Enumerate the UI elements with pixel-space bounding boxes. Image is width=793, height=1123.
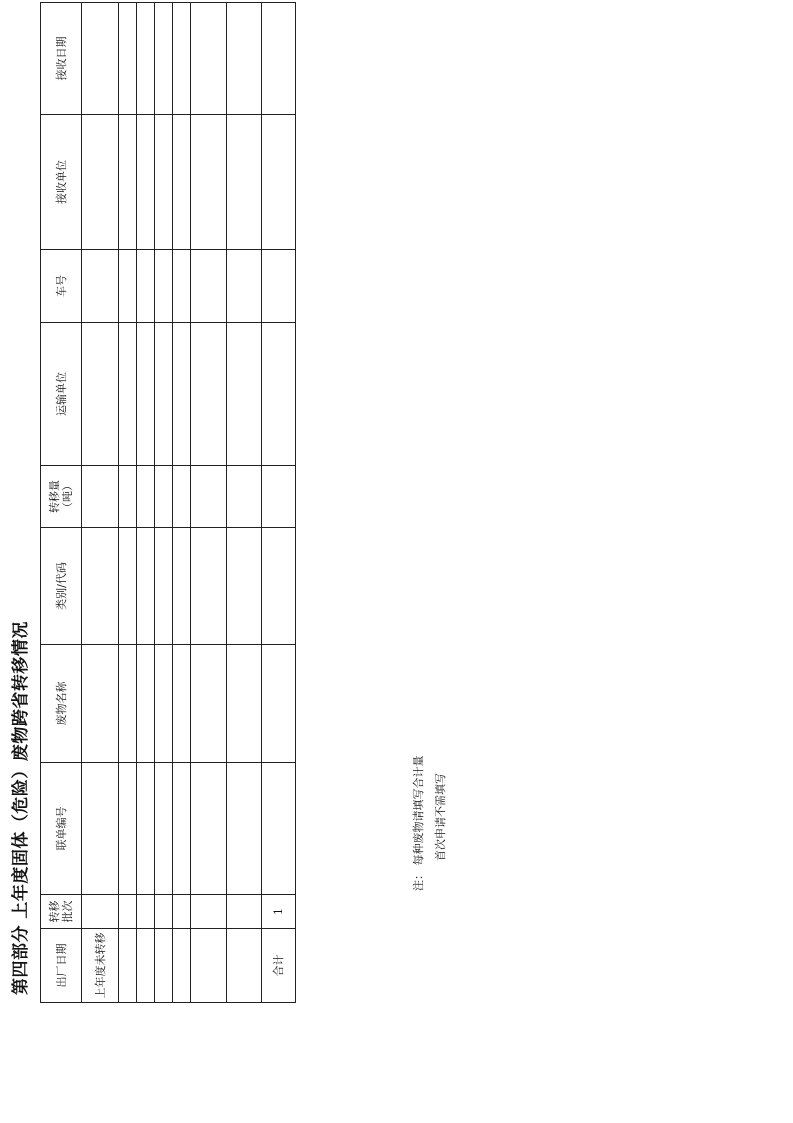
table-cell[interactable]: [191, 929, 227, 1003]
table-cell[interactable]: [119, 250, 137, 323]
header-manifest-no: 联单编号: [41, 763, 82, 895]
table-cell[interactable]: [155, 115, 173, 250]
table-cell[interactable]: [173, 466, 191, 528]
header-category-code: 类别/代码: [41, 528, 82, 645]
table-cell[interactable]: [119, 466, 137, 528]
note-line-2: 首次申请不需填写: [434, 773, 447, 861]
table-cell[interactable]: [82, 466, 119, 528]
table-cell[interactable]: [227, 323, 262, 466]
table-cell[interactable]: [137, 466, 155, 528]
table-cell[interactable]: [119, 763, 137, 895]
table-row: [155, 3, 173, 1003]
table-cell[interactable]: [173, 3, 191, 115]
table-cell[interactable]: [173, 763, 191, 895]
table-cell[interactable]: [82, 895, 119, 929]
table-cell[interactable]: [137, 895, 155, 929]
table-cell[interactable]: [227, 763, 262, 895]
header-receiver: 接收单位: [41, 115, 82, 250]
table-cell[interactable]: [82, 3, 119, 115]
total-batch-cell[interactable]: 1: [262, 895, 296, 929]
note-line-1: 注： 每种废物请填写合计量: [412, 755, 425, 891]
table-cell[interactable]: [191, 763, 227, 895]
table-cell[interactable]: [262, 763, 296, 895]
table-cell[interactable]: [119, 528, 137, 645]
table-cell[interactable]: [262, 323, 296, 466]
table-cell[interactable]: [119, 645, 137, 763]
table-cell[interactable]: [173, 250, 191, 323]
total-label-cell: 合计: [262, 929, 296, 1003]
table-cell[interactable]: [137, 323, 155, 466]
table-cell[interactable]: [155, 3, 173, 115]
table-cell[interactable]: [173, 323, 191, 466]
table-cell[interactable]: [173, 645, 191, 763]
header-ship-date: 出厂日期: [41, 929, 82, 1003]
table-cell[interactable]: [191, 895, 227, 929]
table-cell[interactable]: 上年度未转移: [82, 929, 119, 1003]
table-cell[interactable]: [191, 3, 227, 115]
table-cell[interactable]: [137, 115, 155, 250]
table-cell[interactable]: [119, 115, 137, 250]
table-cell[interactable]: [173, 929, 191, 1003]
table-cell[interactable]: [137, 528, 155, 645]
header-row: [41, 3, 82, 1003]
table-cell[interactable]: [119, 323, 137, 466]
table-cell[interactable]: [119, 3, 137, 115]
table-row: [82, 3, 119, 1003]
footnote: [408, 491, 452, 891]
table-cell[interactable]: [155, 528, 173, 645]
table-cell[interactable]: [155, 645, 173, 763]
table-cell[interactable]: [155, 250, 173, 323]
table-cell[interactable]: [262, 466, 296, 528]
table-cell[interactable]: [191, 323, 227, 466]
header-transporter: 运输单位: [41, 323, 82, 466]
header-batch: 转移 批次: [41, 895, 82, 929]
header-vehicle-no: 车号: [41, 250, 82, 323]
table-cell[interactable]: [155, 929, 173, 1003]
table-cell[interactable]: [155, 895, 173, 929]
table-cell[interactable]: [155, 763, 173, 895]
table-cell[interactable]: [227, 645, 262, 763]
table-cell[interactable]: [173, 895, 191, 929]
header-receive-date: 接收日期: [41, 3, 82, 115]
table-cell[interactable]: [227, 250, 262, 323]
header-quantity: 转移量 （吨）: [41, 466, 82, 528]
table-cell[interactable]: [119, 895, 137, 929]
table-row: [191, 3, 227, 1003]
table-cell[interactable]: [227, 895, 262, 929]
table-cell[interactable]: [137, 250, 155, 323]
table-cell[interactable]: [137, 645, 155, 763]
table-row: [173, 3, 191, 1003]
table-cell[interactable]: [82, 250, 119, 323]
table-cell[interactable]: [155, 466, 173, 528]
table-cell[interactable]: [227, 528, 262, 645]
table-cell[interactable]: [82, 323, 119, 466]
table-cell[interactable]: [191, 528, 227, 645]
table-cell[interactable]: [137, 929, 155, 1003]
table-cell[interactable]: [227, 466, 262, 528]
table-cell[interactable]: [262, 645, 296, 763]
table-cell[interactable]: [262, 115, 296, 250]
page-title: 第四部分 上年度固体（危险）废物跨省转移情况: [11, 621, 31, 995]
table-cell[interactable]: [191, 250, 227, 323]
table-cell[interactable]: [191, 466, 227, 528]
table-cell[interactable]: [262, 528, 296, 645]
table-cell[interactable]: [227, 3, 262, 115]
table-cell[interactable]: [262, 250, 296, 323]
table-cell[interactable]: [119, 929, 137, 1003]
transfer-table: [40, 2, 296, 1003]
table-row: [227, 3, 262, 1003]
table-cell[interactable]: [227, 115, 262, 250]
header-waste-name: 废物名称: [41, 645, 82, 763]
table-cell[interactable]: [82, 528, 119, 645]
table-cell[interactable]: [82, 763, 119, 895]
table-cell[interactable]: [191, 115, 227, 250]
table-row: [119, 3, 137, 1003]
table-cell[interactable]: [155, 323, 173, 466]
table-cell[interactable]: [137, 3, 155, 115]
table-cell[interactable]: [227, 929, 262, 1003]
table-cell[interactable]: [173, 528, 191, 645]
table-cell[interactable]: [82, 645, 119, 763]
table-cell[interactable]: [82, 115, 119, 250]
table-cell[interactable]: [262, 3, 296, 115]
table-cell[interactable]: [173, 115, 191, 250]
total-row: [262, 3, 296, 1003]
table-row: [137, 3, 155, 1003]
table-cell[interactable]: [137, 763, 155, 895]
table-cell[interactable]: [191, 645, 227, 763]
